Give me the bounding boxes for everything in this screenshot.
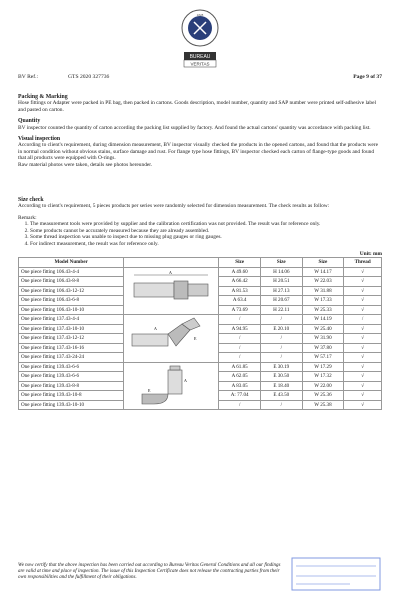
packing-text: Hose fittings or Adapter were packed in PE bag, then packed in cartons. Goods description, model number, quantity and SAP number were printed self-adhesive label and pasted on carton.	[18, 100, 376, 113]
size-cell-w: W 25.40	[302, 324, 344, 334]
size-cell-b: H 27.13	[260, 286, 302, 296]
size-cell-b: E 20.10	[260, 324, 302, 334]
size-cell-a: A 49.60	[219, 267, 261, 277]
svg-text:A: A	[184, 377, 188, 383]
size-cell-b: /	[260, 353, 302, 363]
svg-text:A: A	[154, 326, 158, 332]
size-cell-b: E 30.50	[260, 372, 302, 382]
model-cell: One piece fitting 139.43-10-8	[19, 391, 124, 401]
size-cell-b: H 14.06	[260, 267, 302, 277]
model-cell: One piece fitting 137.43-10-10	[19, 324, 124, 334]
size-check-table	[18, 257, 382, 410]
size-cell-a: A: 77.04	[219, 391, 261, 401]
remark-item: 3. Some thread inspection was unable to inspect due to missing plug gauges or ring gauges.	[30, 234, 382, 240]
size-cell-a: A 94.95	[219, 324, 261, 334]
thread-cell: √	[344, 296, 382, 306]
logo-text-top: BUREAU	[189, 54, 211, 60]
size-cell-w: W 17.33	[302, 296, 344, 306]
bureau-veritas-logo	[180, 6, 220, 78]
remark-list	[18, 221, 382, 247]
unit-label: Unit: mm	[359, 250, 382, 257]
size-cell-a: /	[219, 334, 261, 344]
size-cell-a: /	[219, 343, 261, 353]
thread-cell: √	[344, 400, 382, 410]
header-size-3: Size	[302, 258, 344, 268]
thread-cell: √	[344, 353, 382, 363]
size-cell-b: H 22.11	[260, 305, 302, 315]
size-cell-w: W 17.32	[302, 372, 344, 382]
logo-year: 1828	[196, 13, 204, 17]
header-size-1: Size	[219, 258, 261, 268]
remark-title: Remark:	[18, 214, 37, 221]
elbow-90-fitting-drawing	[124, 362, 219, 410]
size-cell-w: W 25.36	[302, 391, 344, 401]
size-cell-a: A 61.85	[219, 362, 261, 372]
size-cell-b: H 20.67	[260, 296, 302, 306]
header-drawing	[124, 258, 219, 268]
header-thread: Thread	[344, 258, 382, 268]
visual-text: According to client's requirement, during dimension measurement, BV inspector visually checked the products in the opened cartons, and found that the products were in normal condition without obvious stains, surface damage and rust. For flange type hose fittings, BV inspector checked each carton of flange-type goods and found that all products were equipped with O-rings.	[18, 142, 378, 162]
remark-item: 1. The measurement tools were provided by supplier and the calibration certification was not provided. The result was for reference only.	[30, 221, 382, 227]
size-cell-b: E 30.19	[260, 362, 302, 372]
remark-item: 2. Some products cannot be accurately measured because they are already assembled.	[30, 228, 382, 234]
ref-label: BV Ref.:	[18, 74, 39, 80]
svg-text:E: E	[148, 387, 151, 393]
model-cell: One piece fitting 137.43-12-12	[19, 334, 124, 344]
size-cell-b: E 43.50	[260, 391, 302, 401]
page-number: Page 9 of 37	[353, 74, 382, 80]
thread-cell: √	[344, 277, 382, 287]
thread-cell: √	[344, 267, 382, 277]
model-cell: One piece fitting 106.43-8-8	[19, 277, 124, 287]
size-cell-w: W 14.17	[302, 267, 344, 277]
size-cell-a: /	[219, 315, 261, 325]
table-row	[19, 362, 382, 372]
header-size-2: Size	[260, 258, 302, 268]
svg-text:E: E	[194, 336, 197, 342]
thread-cell: √	[344, 286, 382, 296]
model-cell: One piece fitting 139.43-10-10	[19, 400, 124, 410]
size-cell-b: /	[260, 315, 302, 325]
size-cell-a: /	[219, 353, 261, 363]
size-cell-b: /	[260, 334, 302, 344]
thread-cell: √	[344, 324, 382, 334]
model-cell: One piece fitting 106.43-6-8	[19, 296, 124, 306]
model-cell: One piece fitting 137.43-16-16	[19, 343, 124, 353]
svg-text:A: A	[169, 269, 173, 275]
thread-cell: √	[344, 391, 382, 401]
header-model: Model Number	[19, 258, 124, 268]
thread-cell: √	[344, 381, 382, 391]
thread-cell: /	[344, 315, 382, 325]
thread-cell: √	[344, 372, 382, 382]
size-cell-a: A 63.4	[219, 296, 261, 306]
size-cell-a: A 83.05	[219, 381, 261, 391]
thread-cell: √	[344, 362, 382, 372]
size-cell-w: W 31.88	[302, 286, 344, 296]
model-cell: One piece fitting 139.43-8-8	[19, 381, 124, 391]
size-cell-a: A 66.42	[219, 277, 261, 287]
size-cell-w: W 22.00	[302, 381, 344, 391]
model-cell: One piece fitting 106.43-10-10	[19, 305, 124, 315]
visual-title: Visual inspection	[18, 136, 61, 143]
report-body	[18, 94, 382, 410]
model-cell: One piece fitting 137.43-4-4	[19, 315, 124, 325]
size-cell-w: W 25.33	[302, 305, 344, 315]
model-cell: One piece fitting 106.43-12-12	[19, 286, 124, 296]
thread-cell: √	[344, 334, 382, 344]
size-cell-a: A 81.53	[219, 286, 261, 296]
table-header-row	[19, 258, 382, 268]
logo-text-bottom: VERITAS	[190, 61, 210, 67]
size-cell-a: A 62.05	[219, 372, 261, 382]
size-cell-b: E 18.40	[260, 381, 302, 391]
thread-cell: √	[344, 305, 382, 315]
size-cell-b: H 20.51	[260, 277, 302, 287]
size-text: According to client's requirement, 5 pieces products per series were randomly selected for dimension measurement. The check results as follow:	[18, 203, 330, 210]
table-row	[19, 267, 382, 277]
model-cell: One piece fitting 139.43-6-6	[19, 372, 124, 382]
page-header	[18, 74, 382, 80]
remark-item: 4. For indirect measurement, the result was for reference only.	[30, 241, 382, 247]
size-cell-w: W 31.90	[302, 334, 344, 344]
size-cell-w: W 25.38	[302, 400, 344, 410]
model-cell: One piece fitting 137.43-24-24	[19, 353, 124, 363]
certification-footer: We now certify that the above inspection has been carried out according to Bureau Veritas General Conditions and all our findings are valid at time and place of inspection. The issue of this Inspection Certificate does not release the contracting parties from their own responsibilities and the fulfillment of their obligations.	[18, 563, 281, 580]
size-cell-w: W 37.80	[302, 343, 344, 353]
size-cell-w: W 57.17	[302, 353, 344, 363]
size-cell-b: /	[260, 400, 302, 410]
size-cell-a: /	[219, 400, 261, 410]
company-stamp	[290, 556, 382, 592]
straight-fitting-drawing	[124, 267, 219, 315]
quantity-text: BV inspector counted the quantity of carton according the packing list supplied by factory. And found the actual cartons' quantity was accordance with packing list.	[18, 124, 371, 131]
thread-cell: √	[344, 343, 382, 353]
visual-text-2: Raw material photos were taken, details see photos hereunder.	[18, 161, 153, 168]
size-cell-a: A 73.69	[219, 305, 261, 315]
quantity-title: Quantity	[18, 118, 41, 125]
ref-code: GTS 2020 327736	[68, 74, 110, 80]
size-cell-b: /	[260, 343, 302, 353]
size-cell-w: W 22.03	[302, 277, 344, 287]
packing-title: Packing & Marking	[18, 94, 68, 100]
model-cell: One piece fitting 139.43-6-6	[19, 362, 124, 372]
size-cell-w: W 17.29	[302, 362, 344, 372]
elbow-45-fitting-drawing	[124, 315, 219, 363]
size-cell-w: W 14.19	[302, 315, 344, 325]
model-cell: One piece fitting 106.43-4-4	[19, 267, 124, 277]
table-row	[19, 315, 382, 325]
size-title: Size check	[18, 197, 44, 204]
